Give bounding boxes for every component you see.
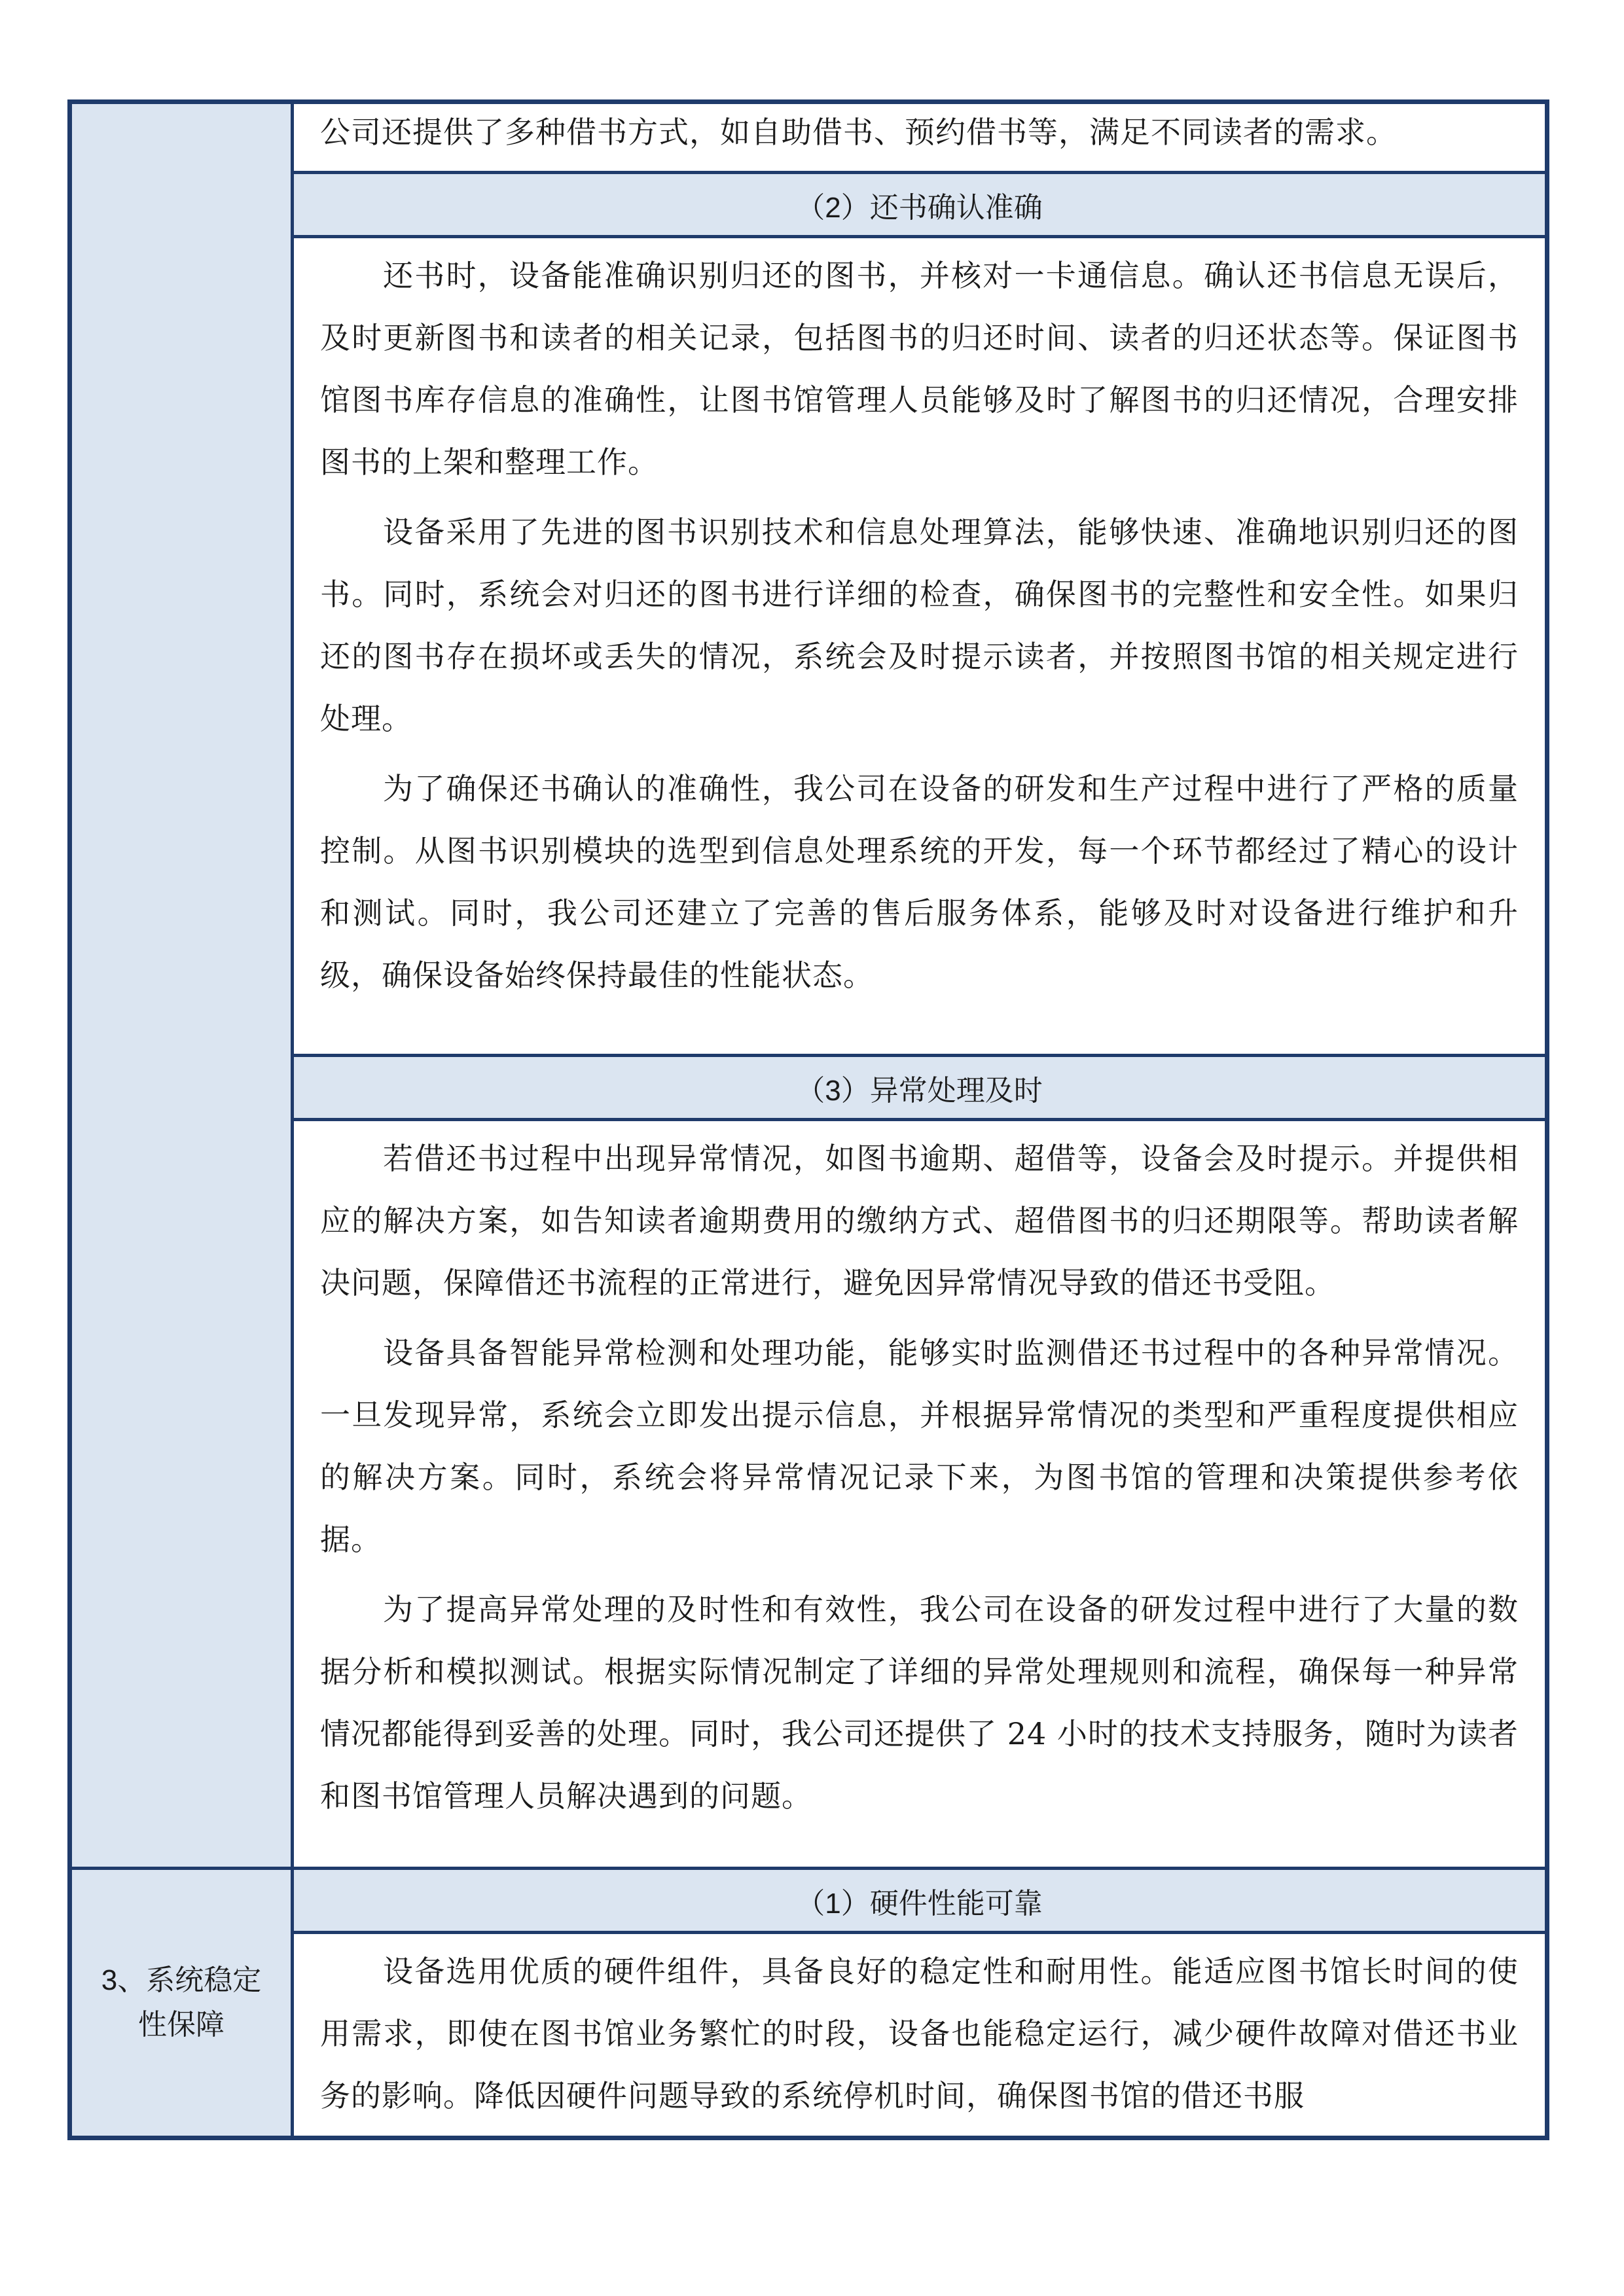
- paragraph: 设备具备智能异常检测和处理功能，能够实时监测借还书过程中的各种异常情况。一旦发现异常，系统会立即发出提示信息，并根据异常情况的类型和严重程度提供相应的解决方案。同时，系统会将异常情况记录下来，为图书馆的管理和决策提供参考依据。: [320, 1335, 1519, 1557]
- paragraph: 若借还书过程中出现异常情况，如图书逾期、超借等，设备会及时提示。并提供相应的解决方案，如告知读者逾期费用的缴纳方式、超借图书的归还期限等。帮助读者解决问题，保障借还书流程的正常进行，避免因异常情况导致的借还书受阻。: [320, 1141, 1519, 1300]
- section-heading-hardware-reliability: [294, 1870, 1545, 1934]
- left-category-cell-system: [72, 1870, 291, 2136]
- section-heading-text: （1）硬件性能可靠: [796, 1887, 1043, 1920]
- continuation-paragraph: 公司还提供了多种借书方式，如自助借书、预约借书等，满足不同读者的需求。: [320, 115, 1397, 150]
- paragraph: 为了提高异常处理的及时性和有效性，我公司在设备的研发过程中进行了大量的数据分析和模拟测试。根据实际情况制定了详细的异常处理规则和流程，确保每一种异常情况都能得到妥善的处理。同时，我公司还提供了 24 小时的技术支持服务，随时为读者和图书馆管理人员解决遇到的问题。: [320, 1592, 1519, 1814]
- left-category-cell-previous: [72, 104, 291, 1870]
- paragraph: 为了确保还书确认的准确性，我公司在设备的研发和生产过程中进行了严格的质量控制。从图书识别模块的选型到信息处理系统的开发，每一个环节都经过了精心的设计和测试。同时，我公司还建立了完善的售后服务体系，能够及时对设备进行维护和升级，确保设备始终保持最佳的性能状态。: [320, 771, 1519, 993]
- left-category-column: [72, 104, 294, 2136]
- section-body-hardware-reliability: [294, 1934, 1545, 2136]
- section-heading-return-confirmation: [294, 174, 1545, 238]
- section-heading-text: （2）还书确认准确: [796, 191, 1043, 224]
- category-label-system-stability: 3、系统稳定性保障: [101, 1964, 262, 2041]
- paragraph: 设备选用优质的硬件组件，具备良好的稳定性和耐用性。能适应图书馆长时间的使用需求，即使在图书馆业务繁忙的时段，设备也能稳定运行，减少硬件故障对借还书业务的影响。降低因硬件问题导致的系统停机时间，确保图书馆的借还书服: [320, 1954, 1519, 2113]
- paragraph: 还书时，设备能准确识别归还的图书，并核对一卡通信息。确认还书信息无误后，及时更新图书和读者的相关记录，包括图书的归还时间、读者的归还状态等。保证图书馆图书库存信息的准确性，让图书馆管理人员能够及时了解图书的归还情况，合理安排图书的上架和整理工作。: [320, 258, 1519, 480]
- right-content-column: [294, 104, 1545, 2136]
- document-table: [67, 99, 1549, 2140]
- section-body-exception-handling: [294, 1121, 1545, 1870]
- section-body-return-confirmation: [294, 238, 1545, 1057]
- continuation-row: [294, 104, 1545, 174]
- paragraph: 设备采用了先进的图书识别技术和信息处理算法，能够快速、准确地识别归还的图书。同时，系统会对归还的图书进行详细的检查，确保图书的完整性和安全性。如果归还的图书存在损坏或丢失的情况，系统会及时提示读者，并按照图书馆的相关规定进行处理。: [320, 514, 1519, 736]
- section-heading-exception-handling: [294, 1057, 1545, 1121]
- section-heading-text: （3）异常处理及时: [796, 1074, 1043, 1107]
